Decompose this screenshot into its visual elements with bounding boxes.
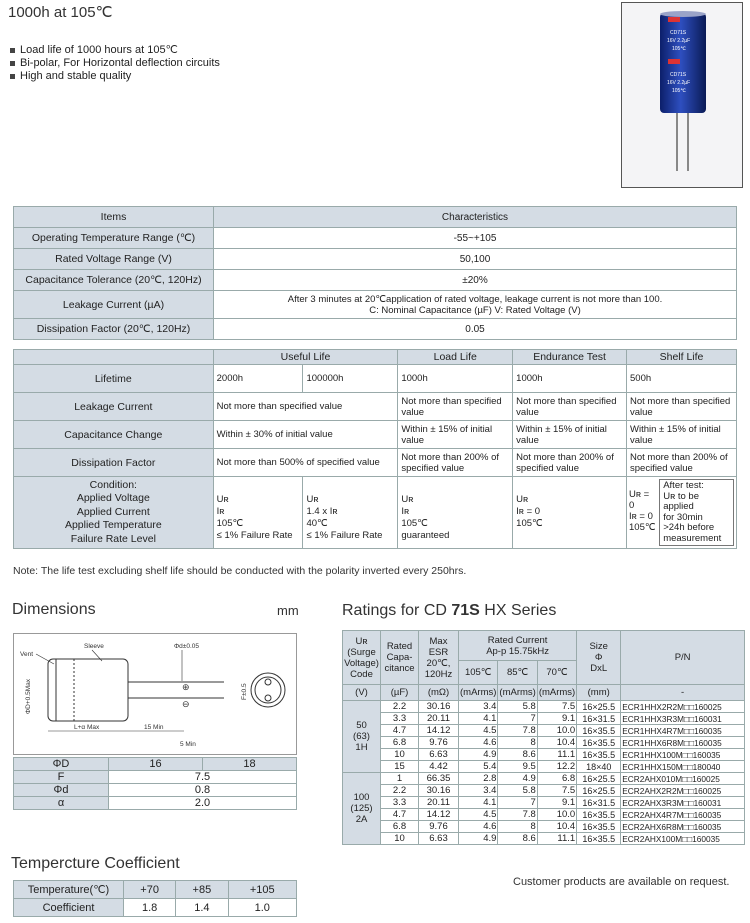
ratings-row (343, 737, 745, 749)
ratings-cell: 14.12 (419, 725, 459, 737)
ratings-cell: 10.4 (537, 821, 576, 833)
temperature-coefficient-title: Tempercture Coefficient (11, 855, 180, 872)
ratings-cell: 4.1 (459, 713, 498, 725)
svg-text:15 Min: 15 Min (144, 724, 164, 731)
ratings-row (343, 749, 745, 761)
ratings-cell: 66.35 (419, 773, 459, 785)
svg-text:L+α Max: L+α Max (74, 724, 100, 731)
ratings-cell: ECR1HHX100M□□160035 (621, 749, 745, 761)
ratings-cell: ECR2AHX6R8M□□160035 (621, 821, 745, 833)
ratings-cell: 9.76 (419, 737, 459, 749)
svg-text:ΦD+0.5Max: ΦD+0.5Max (25, 679, 32, 714)
condition-labels: Condition: Applied Voltage Applied Current Applied Temperature Failure Rate Level (14, 477, 214, 549)
ratings-cell: ECR1HHX4R7M□□160035 (621, 725, 745, 737)
ratings-cell: 14.12 (419, 809, 459, 821)
ratings-cell: 7.5 (537, 701, 576, 713)
dimension-drawing (13, 633, 297, 755)
ratings-cell: 3.3 (381, 797, 419, 809)
ratings-cell: 20.11 (419, 797, 459, 809)
ratings-cell: 1 (381, 773, 419, 785)
ratings-cell: 16×35.5 (577, 749, 621, 761)
ratings-cell: 16×35.5 (577, 737, 621, 749)
svg-text:CD71S: CD71S (670, 72, 687, 78)
ratings-row (343, 713, 745, 725)
ratings-cell: 10.0 (537, 725, 576, 737)
life-row-label: Dissipation Factor (14, 449, 214, 477)
ratings-cell: 9.5 (498, 761, 537, 773)
ratings-cell: 9.1 (537, 713, 576, 725)
ratings-cell: 7.8 (498, 809, 537, 821)
spec-value: ±20% (214, 270, 737, 291)
svg-text:Vent: Vent (20, 651, 34, 658)
ratings-cell: 4.5 (459, 725, 498, 737)
svg-text:CD71S: CD71S (670, 30, 687, 36)
ratings-cell: 18×40 (577, 761, 621, 773)
ratings-cell: 4.9 (498, 773, 537, 785)
ratings-cell: 3.4 (459, 785, 498, 797)
life-header: Endurance Test (513, 350, 627, 365)
ratings-cell: 8.6 (498, 749, 537, 761)
ratings-row (343, 809, 745, 821)
ratings-cell: 3.3 (381, 713, 419, 725)
spec-value: 50,100 (214, 249, 737, 270)
ratings-cell: 30.16 (419, 785, 459, 797)
ratings-row (343, 833, 745, 845)
header-pn: P/N (621, 631, 745, 685)
ratings-cell: ECR1HHX2R2M□□160025 (621, 701, 745, 713)
header-code: Uʀ (Surge Voltage) Code (343, 631, 381, 685)
feature-item: Bi-polar, For Horizontal deflection circuits (10, 57, 220, 70)
ratings-cell: 10 (381, 833, 419, 845)
ratings-row (343, 821, 745, 833)
ratings-cell: ECR2AHX010M□□160025 (621, 773, 745, 785)
life-header: Useful Life (213, 350, 398, 365)
ratings-cell: 4.1 (459, 797, 498, 809)
header-esr: Max ESR 20℃, 120Hz (419, 631, 459, 685)
feature-list (10, 44, 220, 83)
ratings-cell: 5.4 (459, 761, 498, 773)
ratings-cell: 16×35.5 (577, 725, 621, 737)
ratings-cell: 4.7 (381, 725, 419, 737)
spec-item: Operating Temperature Range (℃) (14, 228, 214, 249)
ratings-row (343, 701, 745, 713)
life-table: Useful Life Load Life Endurance Test Shelf Life Lifetime 2000h 100000h 1000h 1000h 500h Leakage Current Not more than specified value Not more than specified value Not more than specified value Not more than specified value Capacitance Change Within ± 30% of initial value Within ± 15% of initial value Within ± 15% of initial value Within ± 15% of initial value Dissipation Factor Not more than 500% of specified value Not more than 200% of specified value Not more than 200% of specified value Not more than 200% of specified value Condition: Applied Voltage Applied Current Applied Temperature Failure Rate Level Uʀ Iʀ 105℃ ≤ 1% Failure Rate Uʀ 1.4 x Iʀ 40℃ ≤ 1% Failure Rate Uʀ Iʀ 105℃ guaranteed Uʀ Iʀ = 0 105℃ Uʀ = 0 Iʀ = 0 105℃ After test: Uʀ to be applied for 30min >24h before measurement (13, 349, 737, 549)
ratings-cell: 6.8 (381, 821, 419, 833)
svg-text:Sleeve: Sleeve (84, 643, 104, 650)
ratings-cell: 2.2 (381, 785, 419, 797)
ratings-cell: 7 (498, 713, 537, 725)
ratings-cell: ECR2AHX3R3M□□160031 (621, 797, 745, 809)
ratings-cell: 5.8 (498, 701, 537, 713)
ratings-cell: 16×25.5 (577, 773, 621, 785)
feature-item: Load life of 1000 hours at 105℃ (10, 44, 220, 57)
dimensions-table: ΦD 16 18 F 7.5 Φd 0.8 α 2.0 (13, 757, 297, 810)
ratings-table: Uʀ (Surge Voltage) Code Rated Capa- citance Max ESR 20℃, 120Hz Rated Current Ap-p 15.75kHz Size Φ DxL P/N 105℃ 85℃ 70℃ (V) (µF) (mΩ) (mArms) (mArms) (mArms) (mm) - 50 (63) 1H 2.2 30.16 3.4 5.8 7.5 16×25.5 ECR1HHX2R2M□□160025 3.3 20.11 4.1 7 9.1 16×31.5 ECR1HHX3R3M□□160031 4.7 14.12 4.5 7.8 10.0 16×35.5 ECR1HHX4R7M□□160035 6.8 9.76 4.6 8 10.4 16×35.5 ECR1HHX6R8M□□160035 10 6.63 4.9 8.6 11.1 16×35.5 ECR1HHX100M□□160035 15 4.42 5.4 9.5 12.2 18×40 ECR1HHX150M□□180040 100 (125) 2A 1 66.35 2.8 4.9 6.8 16×25.5 ECR2AHX010M□□160025 2.2 30.16 3.4 5.8 7.5 16×25.5 ECR2AHX2R2M□□160025 3.3 20.11 4.1 7 9.1 16×31.5 ECR2AHX3R3M□□160031 4.7 14.12 4.5 7.8 10.0 16×35.5 ECR2AHX4R7M□□160035 6.8 9.76 4.6 8 10.4 16×35.5 ECR2AHX6R8M□□160035 10 6.63 4.9 8.6 11.1 16×35.5 ECR2AHX100M□□160035 (342, 630, 745, 845)
ratings-cell: 6.63 (419, 833, 459, 845)
ratings-cell: 4.5 (459, 809, 498, 821)
ratings-cell: 16×35.5 (577, 821, 621, 833)
ratings-cell: 5.8 (498, 785, 537, 797)
svg-text:105℃: 105℃ (672, 46, 686, 52)
customer-note: Customer products are available on request. (513, 876, 730, 888)
ratings-cell: 16×35.5 (577, 809, 621, 821)
ratings-cell: 4.6 (459, 737, 498, 749)
svg-text:Φd±0.05: Φd±0.05 (174, 643, 200, 650)
svg-text:16V 2.2µF: 16V 2.2µF (667, 38, 691, 44)
ratings-cell: 6.8 (381, 737, 419, 749)
header-current: Rated Current Ap-p 15.75kHz (459, 631, 577, 661)
ratings-cell: 30.16 (419, 701, 459, 713)
ratings-title: Ratings for CD 71S HX Series (342, 602, 557, 619)
ratings-cell: ECR1HHX6R8M□□160035 (621, 737, 745, 749)
ratings-cell: ECR1HHX3R3M□□160031 (621, 713, 745, 725)
ratings-cell: 16×31.5 (577, 713, 621, 725)
ratings-cell: 11.1 (537, 749, 576, 761)
svg-text:F±0.5: F±0.5 (241, 683, 248, 700)
ratings-cell: 4.9 (459, 749, 498, 761)
ratings-cell: 15 (381, 761, 419, 773)
life-row-label: Capacitance Change (14, 421, 214, 449)
svg-text:⊖: ⊖ (182, 699, 190, 709)
spec-item: Leakage Current (µA) (14, 291, 214, 319)
ratings-cell: 4.9 (459, 833, 498, 845)
header-size: Size Φ DxL (577, 631, 621, 685)
ratings-cell: 9.76 (419, 821, 459, 833)
ratings-row (343, 761, 745, 773)
ratings-cell: 4.42 (419, 761, 459, 773)
spec-item: Dissipation Factor (20℃, 120Hz) (14, 319, 214, 340)
dimensions-title: Dimensions (12, 601, 96, 618)
spec-item: Rated Voltage Range (V) (14, 249, 214, 270)
ratings-cell: 4.6 (459, 821, 498, 833)
page-title: 1000h at 105℃ (8, 4, 113, 21)
life-header: Load Life (398, 350, 513, 365)
ratings-cell: 10.4 (537, 737, 576, 749)
ratings-row (343, 797, 745, 809)
ratings-row (343, 773, 745, 785)
ratings-cell: 8 (498, 821, 537, 833)
life-header: Shelf Life (627, 350, 737, 365)
ratings-cell: 8.6 (498, 833, 537, 845)
svg-text:5 Min: 5 Min (180, 741, 196, 748)
ratings-cell: 12.2 (537, 761, 576, 773)
spec-table (13, 206, 737, 340)
life-test-note: Note: The life test excluding shelf life should be conducted with the polarity inverted every 250hrs. (13, 565, 467, 577)
spec-value: 0.05 (214, 319, 737, 340)
spec-header-items: Items (14, 207, 214, 228)
ratings-cell: 16×31.5 (577, 797, 621, 809)
ratings-cell: ECR2AHX100M□□160035 (621, 833, 745, 845)
header-capacitance: Rated Capa- citance (381, 631, 419, 685)
ratings-cell: 11.1 (537, 833, 576, 845)
ratings-cell: 7.8 (498, 725, 537, 737)
life-row-label: Lifetime (14, 365, 214, 393)
ratings-cell: 10 (381, 749, 419, 761)
ratings-cell: ECR2AHX4R7M□□160035 (621, 809, 745, 821)
ratings-cell: 6.8 (537, 773, 576, 785)
ratings-cell: 7.5 (537, 785, 576, 797)
voltage-code: 50 (63) 1H (343, 701, 381, 773)
ratings-cell: 2.8 (459, 773, 498, 785)
ratings-cell: 16×25.5 (577, 785, 621, 797)
ratings-cell: 7 (498, 797, 537, 809)
ratings-row (343, 785, 745, 797)
ratings-cell: 9.1 (537, 797, 576, 809)
feature-item: High and stable quality (10, 70, 220, 83)
svg-text:⊕: ⊕ (182, 682, 190, 692)
ratings-cell: 20.11 (419, 713, 459, 725)
ratings-cell: 10.0 (537, 809, 576, 821)
ratings-cell: ECR1HHX150M□□180040 (621, 761, 745, 773)
ratings-cell: 8 (498, 737, 537, 749)
voltage-code: 100 (125) 2A (343, 773, 381, 845)
product-photo (621, 2, 743, 188)
spec-value: After 3 minutes at 20℃application of rated voltage, leakage current is not more than 100. C: Nominal Capacitance (µF) V: Rated Voltage (V) (214, 291, 737, 319)
svg-text:105℃: 105℃ (672, 88, 686, 94)
ratings-row (343, 725, 745, 737)
dimensions-unit: mm (277, 603, 299, 618)
life-row-label: Leakage Current (14, 393, 214, 421)
spec-item: Capacitance Tolerance (20℃, 120Hz) (14, 270, 214, 291)
spec-header-characteristics: Characteristics (214, 207, 737, 228)
spec-value: -55~+105 (214, 228, 737, 249)
ratings-cell: 6.63 (419, 749, 459, 761)
ratings-cell: 16×25.5 (577, 701, 621, 713)
ratings-cell: 2.2 (381, 701, 419, 713)
ratings-cell: 3.4 (459, 701, 498, 713)
ratings-cell: 16×35.5 (577, 833, 621, 845)
ratings-cell: 4.7 (381, 809, 419, 821)
ratings-cell: ECR2AHX2R2M□□160025 (621, 785, 745, 797)
svg-text:16V 2.2µF: 16V 2.2µF (667, 80, 691, 86)
temperature-coefficient-table: Temperature(℃) +70 +85 +105 Coefficient 1.8 1.4 1.0 (13, 880, 297, 917)
